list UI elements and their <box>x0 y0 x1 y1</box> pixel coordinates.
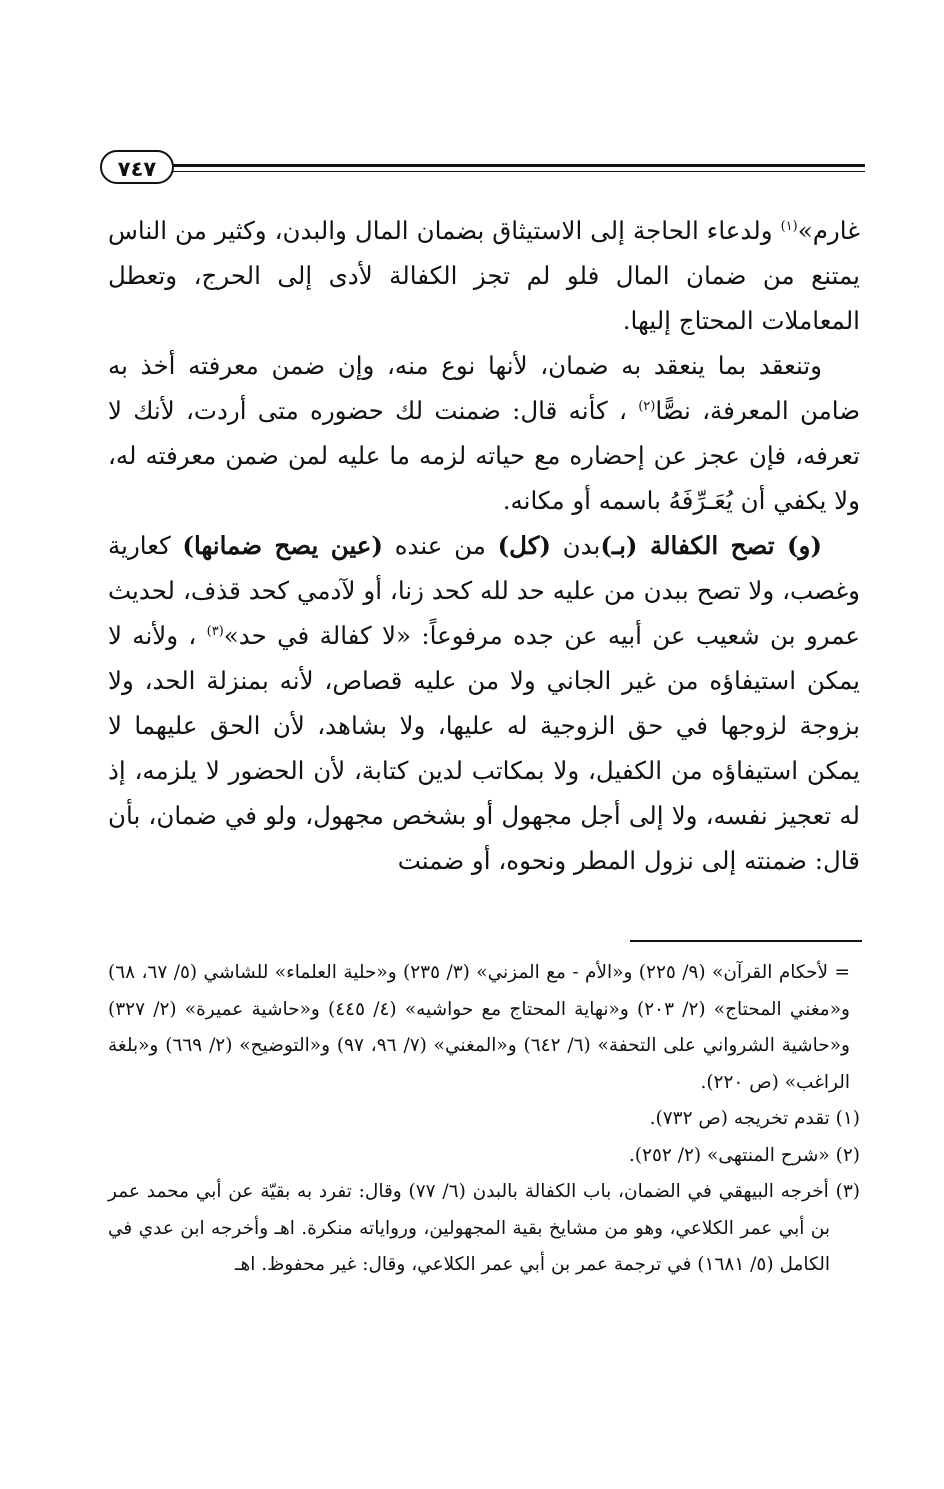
paragraph-3 <box>108 523 860 883</box>
matn-text: (كل) <box>497 531 551 560</box>
footnote-separator <box>630 940 862 942</box>
text-span: ، كأنه قال: ضمنت لك حضوره متى أردت، لأنك لا تعرفه، فإن عجز عن إحضاره مع حياته لزمه ما عليه لمن ضمن معرفته له، ولا يكفي أن يُعَـرِّفَهُ باسمه أو مكانه. <box>108 396 860 515</box>
paragraph-1 <box>108 208 860 343</box>
text-span: كعارية وغصب، ولا تصح ببدن من عليه حد لله كحد زنا، أو لآدمي كحد قذف، لحديث عمرو بن شعيب عن أبيه عن جده مرفوعاً: «لا كفالة في حد» <box>108 531 860 650</box>
matn-text: (عين يصح ضمانها) <box>182 531 384 560</box>
header-rule-thin <box>172 171 865 172</box>
footnote-ref-3[interactable]: (٣) <box>206 623 224 639</box>
text-span: ، ولأنه لا يمكن استيفاؤه من غير الجاني ولا من عليه قصاص، لأنه بمنزلة الحد، ولا بزوجة لزوجها في حق الزوجية له عليها، ولا بشاهد، لأن الحق عليهما لا يمكن استيفاؤه من الكفيل، ولا بمكاتب لدين كتابة، لأن الحضور لا يلزمه، إذ له تعجيز نفسه، ولا إلى أجل مجهول أو بشخص مجهول، ولو في ضمان، بأن قال: ضمنته إلى نزول المطر ونحوه، أو ضمنت <box>108 621 860 875</box>
footnote-2: (٢) «شرح المنتهى» (٢/ ٢٥٢). <box>628 1144 860 1166</box>
footnote-3: (٣) أخرجه البيهقي في الضمان، باب الكفالة بالبدن (٦/ ٧٧) وقال: تفرد به بقيّة عن أبي محمد عمر بن أبي عمر الكلاعي، وهو من مشايخ بقية المجهولين، ورواياته منكرة. اهـ وأخرجه ابن عدي في الكامل (٥/ ١٦٨١) في ترجمة عمر بن أبي عمر الكلاعي، وقال: غير محفوظ. اهـ <box>108 1181 860 1275</box>
page-header <box>100 150 865 190</box>
main-text <box>108 208 860 883</box>
footnote-continuation: = لأحكام القرآن» (٩/ ٢٢٥) و«الأم - مع المزني» (٣/ ٢٣٥) و«حلية العلماء» للشاشي (٥/ ٦٧، ٦٨) و«مغني المحتاج» (٢/ ٢٠٣) و«نهاية المحتاج مع حواشيه» (٤/ ٤٤٥) و«حاشية عميرة» (٢/ ٣٢٧) و«حاشية الشرواني على التحفة» (٦/ ٦٤٢) و«المغني» (٧/ ٩٦، ٩٧) و«التوضيح» (٢/ ٦٦٩) و«بلغة الراغب» (ص ٢٢٠). <box>108 962 851 1093</box>
paragraph-2 <box>108 343 860 523</box>
footnotes <box>108 955 860 1284</box>
footnote-ref-1[interactable]: (١) <box>780 218 798 234</box>
text-span: غارم» <box>797 216 860 245</box>
text-span: ولدعاء الحاجة إلى الاستيثاق بضمان المال والبدن، وكثير من الناس يمتنع من ضمان المال فلو لم تجز الكفالة لأدى إلى الحرج، وتعطل المعاملات المحتاج إليها. <box>108 216 860 335</box>
text-span: وتنعقد بما ينعقد به ضمان، لأنها نوع منه، وإن ضمن معرفته أخذ به ضامن المعرفة، نصًّا <box>108 351 860 425</box>
footnote-ref-2[interactable]: (٢) <box>638 398 656 414</box>
page-number: ٧٤٧ <box>100 150 174 184</box>
header-rule <box>172 164 865 167</box>
text-span: بدن <box>550 531 601 560</box>
footnote-1: (١) تقدم تخريجه (ص ٧٣٢). <box>649 1108 860 1129</box>
text-span: من عنده <box>383 531 498 560</box>
matn-text: (و) تصح الكفالة (بـ) <box>600 531 822 560</box>
